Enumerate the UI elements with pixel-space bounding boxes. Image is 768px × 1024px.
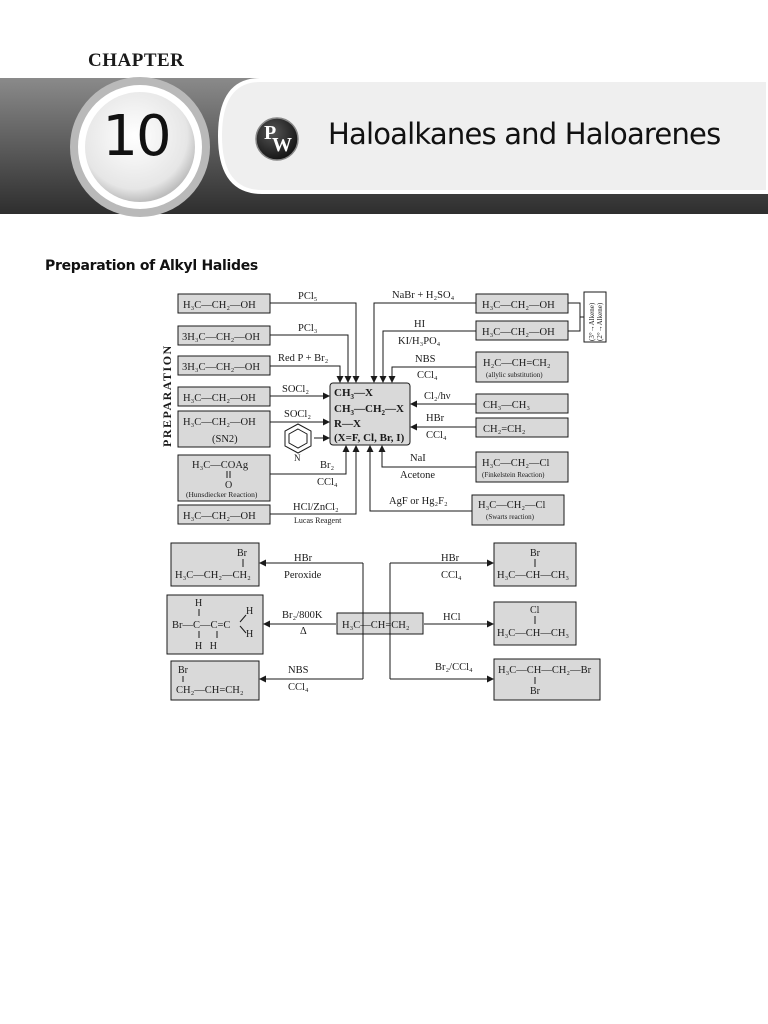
left-reagent-4: SOCl₂ <box>282 384 310 395</box>
alkene-right-reagent-1a: HBr <box>441 553 460 564</box>
right-reactant-7: H₃C—CH₂—Cl <box>478 500 546 511</box>
left-reagent-5: SOCl₂ <box>284 409 312 420</box>
alkene-center: H₃C—CH=CH₂ <box>342 620 410 631</box>
right-reactant-3: H₂C—CH=CH₂ <box>483 358 551 369</box>
alkene-right-reagent-3: Br₂/CCl₄ <box>435 662 473 673</box>
alkene-left-reagent-2b: Δ <box>300 626 307 637</box>
left-reactant-3: 3H₃C—CH₂—OH <box>182 362 260 373</box>
pyridine-n: N <box>294 453 301 463</box>
right-reagent-2a: HI <box>414 319 426 330</box>
alkene-right-reagent-2: HCl <box>443 612 461 623</box>
chapter-title: Haloalkanes and Haloarenes <box>328 117 721 151</box>
left-reactant-7: H₃C—CH₂—OH <box>183 511 256 522</box>
lucas-reagent-note: Lucas Reagent <box>294 516 342 525</box>
logo-letter-w: W <box>272 134 292 156</box>
alkene-left-reagent-1b: Peroxide <box>284 570 322 581</box>
right-reagent-3b: CCl₄ <box>417 370 438 381</box>
side-label: PREPARATION <box>160 344 174 447</box>
left-reagent-1: PCl₅ <box>298 291 318 302</box>
right-reactant-5: CH₂=CH₂ <box>483 424 526 435</box>
left-reactant-4: H₃C—CH₂—OH <box>183 393 256 404</box>
left-reactant-6-oxygen: O <box>225 480 233 491</box>
right-reagent-1: NaBr + H₂SO₄ <box>392 290 455 301</box>
swarts-note: (Swarts reaction) <box>486 513 535 521</box>
alkene-right-1-top: Br <box>530 548 540 559</box>
alkene-left-reagent-3b: CCl₄ <box>288 682 309 693</box>
center-line-3: R—X <box>334 418 361 430</box>
alkene-left-2-main: Br—C—C=C <box>172 620 231 631</box>
right-reagent-6b: Acetone <box>400 470 435 481</box>
right-reagent-5a: HBr <box>426 413 445 424</box>
left-reagent-6b: CCl₄ <box>317 477 338 488</box>
center-line-2: $CH_3—CH_2—X$ <box>334 403 404 417</box>
left-reactant-1: H₃C—CH₂—OH <box>183 300 256 311</box>
right-reagent-2b: KI/H₃PO₄ <box>398 336 441 347</box>
logo-letter-p: P <box>264 122 277 144</box>
bracket-note-2: (2°→Alkene) <box>596 302 604 341</box>
alkene-right-reagent-1b: CCl₄ <box>441 570 462 581</box>
left-reagent-3: Red P + Br₂ <box>278 353 329 364</box>
alkene-left-2-h-upper: H <box>246 606 254 617</box>
chapter-number: 10 <box>102 104 170 169</box>
alkene-left-reagent-2a: Br₂/800K <box>282 610 323 621</box>
alkene-left-2-bottom: H H <box>195 641 217 652</box>
allylic-note: (allylic substitution) <box>486 371 543 379</box>
bracket-note-1: (3°→Alkene) <box>588 302 596 341</box>
right-reagent-7: AgF or Hg₂F₂ <box>389 496 448 507</box>
left-reagent-6a: Br₂ <box>320 460 335 471</box>
right-reactant-2: H₃C—CH₂—OH <box>482 327 555 338</box>
alkene-right-3-main: H₃C—CH—CH₂—Br <box>498 665 592 676</box>
center-line-4: (X=F, Cl, Br, I) <box>334 432 405 444</box>
alkene-right-3-bottom: Br <box>530 686 540 697</box>
right-reagent-6a: NaI <box>410 453 426 464</box>
alkene-left-1-main: H₃C—CH₂—CH₂ <box>175 570 251 581</box>
alkene-left-3-main: CH₂—CH=CH₂ <box>176 685 244 696</box>
center-line-1: $CH_3—X$ <box>334 387 373 401</box>
alkene-left-3-top: Br <box>178 665 188 676</box>
alkene-right-2-main: H₃C—CH—CH₃ <box>497 628 570 639</box>
alkene-left-1-top: Br <box>237 548 247 559</box>
alkene-left-2-top: H <box>195 598 203 609</box>
alkene-right-1-main: H₃C—CH—CH₃ <box>497 570 570 581</box>
alkene-left-reagent-1a: HBr <box>294 553 313 564</box>
alkene-left-reagent-3a: NBS <box>288 665 309 676</box>
left-reactant-2: 3H₃C—CH₂—OH <box>182 332 260 343</box>
right-reagent-3a: NBS <box>415 354 436 365</box>
pyridine-icon <box>285 424 311 453</box>
left-reactant-5: H₃C—CH₂—OH <box>183 417 256 428</box>
right-reagent-4: Cl₂/hν <box>424 391 451 402</box>
left-reagent-2: PCl₃ <box>298 323 318 334</box>
left-reactant-6: H₃C—COAg <box>192 460 249 471</box>
right-reactant-4: CH₃—CH₃ <box>483 400 530 411</box>
right-reactant-1: H₃C—CH₂—OH <box>482 300 555 311</box>
right-reactant-6: H₃C—CH₂—Cl <box>482 458 550 469</box>
chapter-label: CHAPTER <box>88 50 185 71</box>
left-reagent-7: HCl/ZnCl₂ <box>293 502 339 513</box>
finkelstein-note: (Finkelstein Reaction) <box>482 471 545 479</box>
hunsdiecker-note: (Hunsdiecker Reaction) <box>186 490 258 499</box>
alkene-right-2-top: Cl <box>530 605 540 616</box>
left-reactant-5-note: (SN2) <box>212 434 238 445</box>
alkene-left-2-h-lower: H <box>246 629 254 640</box>
section-heading: Preparation of Alkyl Halides <box>45 258 258 274</box>
right-reagent-5b: CCl₄ <box>426 430 447 441</box>
